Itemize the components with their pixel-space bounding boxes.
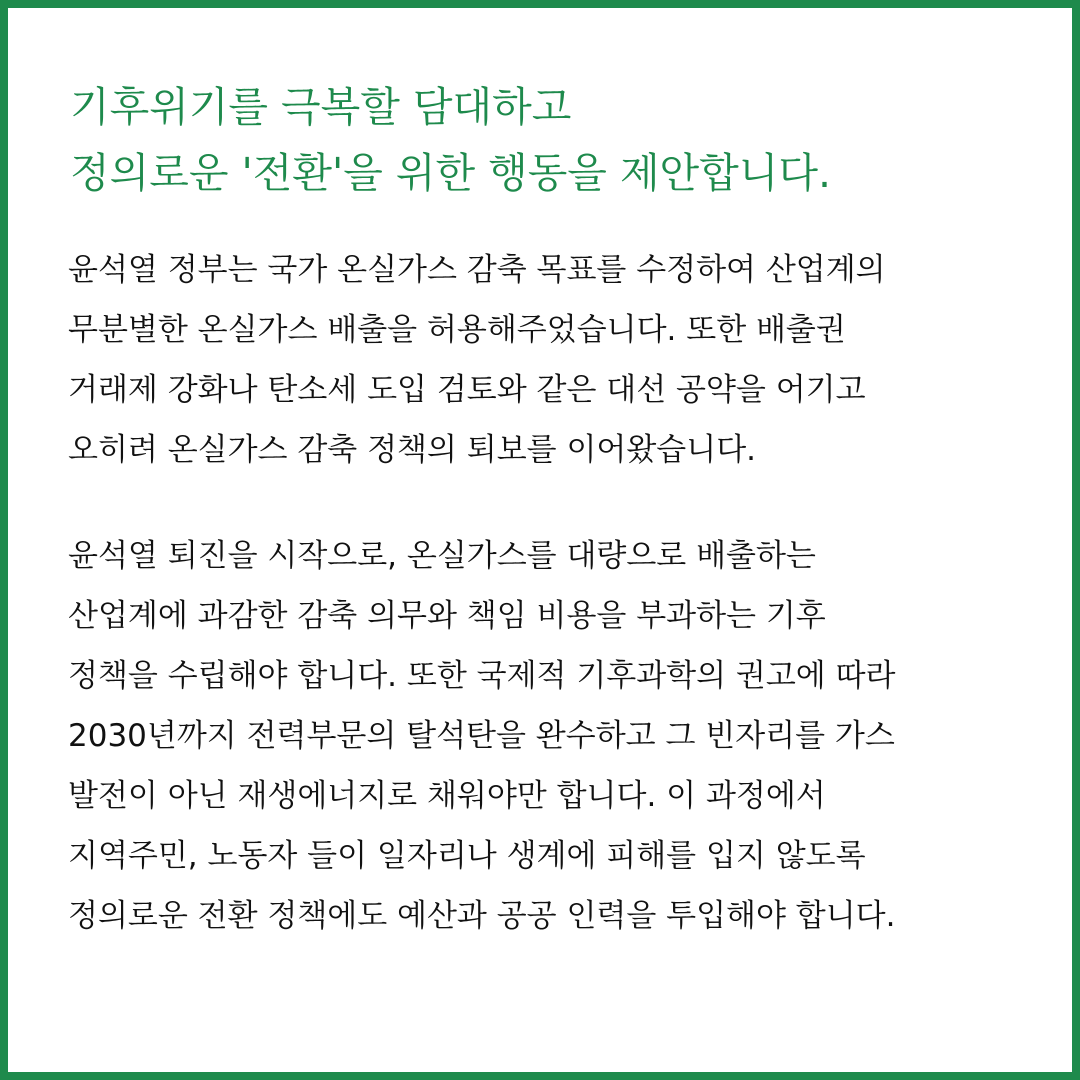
headline-line-2: 정의로운 '전환'을 위한 행동을 제안합니다. xyxy=(70,149,832,197)
paragraph-line: 윤석열 정부는 국가 온실가스 감축 목표를 수정하여 산업계의 xyxy=(68,252,886,288)
paragraph-line: 정의로운 전환 정책에도 예산과 공공 인력을 투입해야 합니다. xyxy=(68,898,896,934)
paragraph-line: 윤석열 퇴진을 시작으로, 온실가스를 대량으로 배출하는 xyxy=(68,538,816,574)
paragraph-line: 산업계에 과감한 감축 의무와 책임 비용을 부과하는 기후 xyxy=(68,598,826,634)
paragraph-policy-critique xyxy=(68,240,1038,480)
paragraph-line: 지역주민, 노동자 들이 일자리나 생계에 피해를 입지 않도록 xyxy=(68,838,866,874)
paragraph-proposal xyxy=(68,526,1038,946)
paragraph-line: 2030년까지 전력부문의 탈석탄을 완수하고 그 빈자리를 가스 xyxy=(68,718,895,754)
headline-line-1: 기후위기를 극복할 담대하고 xyxy=(70,83,572,131)
paragraph-line: 무분별한 온실가스 배출을 허용해주었습니다. 또한 배출권 xyxy=(68,312,846,348)
paragraph-line: 발전이 아닌 재생에너지로 채워야만 합니다. 이 과정에서 xyxy=(68,778,826,814)
headline xyxy=(70,74,1030,206)
paragraph-line: 정책을 수립해야 합니다. 또한 국제적 기후과학의 권고에 따라 xyxy=(68,658,896,694)
paragraph-line: 거래제 강화나 탄소세 도입 검토와 같은 대선 공약을 어기고 xyxy=(68,372,866,408)
paragraph-line: 오히려 온실가스 감축 정책의 퇴보를 이어왔습니다. xyxy=(68,432,756,468)
